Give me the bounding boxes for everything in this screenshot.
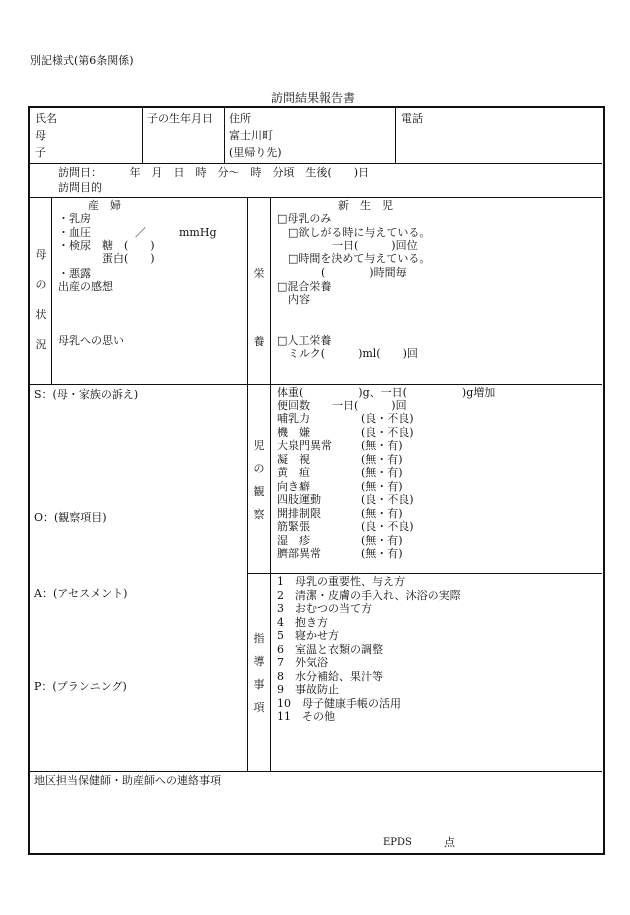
guidance-item: 4 抱き方 bbox=[277, 615, 328, 629]
page-title: 訪問結果報告書 bbox=[271, 91, 356, 105]
formula-amount-line: ミルク( )ml( )回 bbox=[277, 347, 418, 360]
stool-line: 便回数 一日( )回 bbox=[277, 399, 407, 412]
urine-protein-line: 蛋白( ) bbox=[58, 252, 155, 265]
child-observation-side-label: 児 の 観 察 bbox=[253, 439, 265, 521]
guidance-item: 2 清潔・皮膚の手入れ、沐浴の実際 bbox=[277, 588, 461, 602]
newborn-header: 新 生 児 bbox=[338, 199, 393, 212]
birth-impression-label: 出産の感想 bbox=[58, 280, 113, 293]
observation-item-options: (無・有) bbox=[361, 466, 403, 479]
observation-item-label: 向き癖 bbox=[277, 479, 310, 493]
guidance-item: 8 水分補給、果汁等 bbox=[277, 669, 383, 683]
child-label: 子 bbox=[35, 146, 46, 159]
mother-label: 母 bbox=[35, 129, 46, 142]
guidance-side-label: 指 導 事 項 bbox=[253, 632, 265, 714]
observation-item-options: (良・不良) bbox=[361, 520, 414, 533]
observation-item-label: 哺乳力 bbox=[277, 412, 310, 425]
breast-line: ・乳房 bbox=[58, 212, 91, 225]
guidance-item: 7 外気浴 bbox=[277, 656, 328, 669]
guidance-item: 5 寝かせ方 bbox=[277, 629, 339, 642]
contact-notes-label: 地区担当保健師・助産師への連絡事項 bbox=[34, 774, 221, 787]
guidance-item: 3 おむつの当て方 bbox=[277, 602, 372, 615]
observation-item-options: (無・有) bbox=[361, 439, 403, 452]
observation-item-label: 筋緊張 bbox=[277, 520, 310, 533]
observation-item-options: (無・有) bbox=[361, 533, 403, 547]
observation-item-options: (無・有) bbox=[361, 452, 403, 466]
soap-o-label: O：(観察項目) bbox=[34, 511, 107, 524]
guidance-item: 9 事故防止 bbox=[277, 683, 339, 696]
observation-item-options: (無・有) bbox=[361, 547, 403, 560]
name-label: 氏名 bbox=[35, 112, 57, 125]
phone-label: 電話 bbox=[401, 112, 423, 125]
mixed-content-line: 内容 bbox=[277, 293, 310, 306]
observation-item-options: (良・不良) bbox=[361, 412, 414, 425]
mixed-feeding-line: □混合栄養 bbox=[277, 280, 332, 293]
epds-points-label: 点 bbox=[444, 836, 455, 849]
observation-item-label: 凝 視 bbox=[277, 452, 310, 466]
soap-s-label: S：(母・家族の訴え) bbox=[34, 388, 139, 401]
scheduled-line: □時間を決めて与えている。 bbox=[277, 252, 431, 265]
soap-p-label: P：(プランニング) bbox=[34, 680, 127, 693]
on-demand-line: □欲しがる時に与えている。 bbox=[277, 226, 431, 239]
observation-item-label: 黄 疸 bbox=[277, 466, 310, 479]
observation-item-label: 大泉門異常 bbox=[277, 439, 332, 452]
blood-pressure-line: ・血圧 ／ mmHg bbox=[58, 226, 217, 239]
observation-item-label: 湿 疹 bbox=[277, 533, 310, 547]
observation-item-label: 機 嫌 bbox=[277, 425, 310, 439]
urine-sugar-line: ・検尿 糖 ( ) bbox=[58, 239, 155, 252]
observation-item-options: (良・不良) bbox=[361, 425, 414, 439]
epds-label: EPDS bbox=[383, 837, 412, 848]
guidance-item: 1 母乳の重要性、与え方 bbox=[277, 575, 405, 588]
formula-feeding-line: □人工栄養 bbox=[277, 334, 332, 347]
address-label: 住所 bbox=[229, 112, 251, 125]
lochia-line: ・悪露 bbox=[58, 267, 91, 280]
observation-item-options: (無・有) bbox=[361, 479, 403, 493]
guidance-item: 6 室温と衣類の調整 bbox=[277, 642, 383, 656]
nutrition-side-label: 栄 養 bbox=[253, 267, 265, 348]
observation-item-label: 四肢運動 bbox=[277, 493, 321, 506]
birthdate-label: 子の生年月日 bbox=[147, 112, 213, 125]
interval-line: ( )時間毎 bbox=[277, 266, 407, 279]
breast-only-line: □母乳のみ bbox=[277, 212, 332, 225]
observation-item-label: 臍部異常 bbox=[277, 547, 321, 560]
per-day-line: 一日( )回位 bbox=[277, 239, 418, 252]
address-value: 富士川町 bbox=[229, 129, 273, 142]
visit-purpose-label: 訪問目的 bbox=[58, 181, 102, 194]
mother-status-side-label: 母 の 状 況 bbox=[35, 248, 47, 351]
address-note: (里帰り先) bbox=[229, 146, 282, 159]
observation-item-label: 開排制限 bbox=[277, 506, 321, 520]
guidance-item: 10 母子健康手帳の活用 bbox=[277, 696, 401, 710]
visit-date-line: 訪問日： 年 月 日 時 分～ 時 分頃 生後( )日 bbox=[58, 166, 370, 179]
postpartum-header: 産 婦 bbox=[88, 199, 121, 212]
form-label: 別記様式(第6条関係) bbox=[30, 54, 134, 67]
soap-a-label: A：(アセスメント) bbox=[34, 587, 128, 600]
observation-item-options: (良・不良) bbox=[361, 493, 414, 506]
weight-line: 体重( )g、一日( )g増加 bbox=[277, 386, 496, 399]
guidance-item: 11 その他 bbox=[277, 710, 335, 723]
observation-item-options: (無・有) bbox=[361, 506, 403, 520]
breastfeeding-feeling-label: 母乳への思い bbox=[58, 334, 124, 347]
